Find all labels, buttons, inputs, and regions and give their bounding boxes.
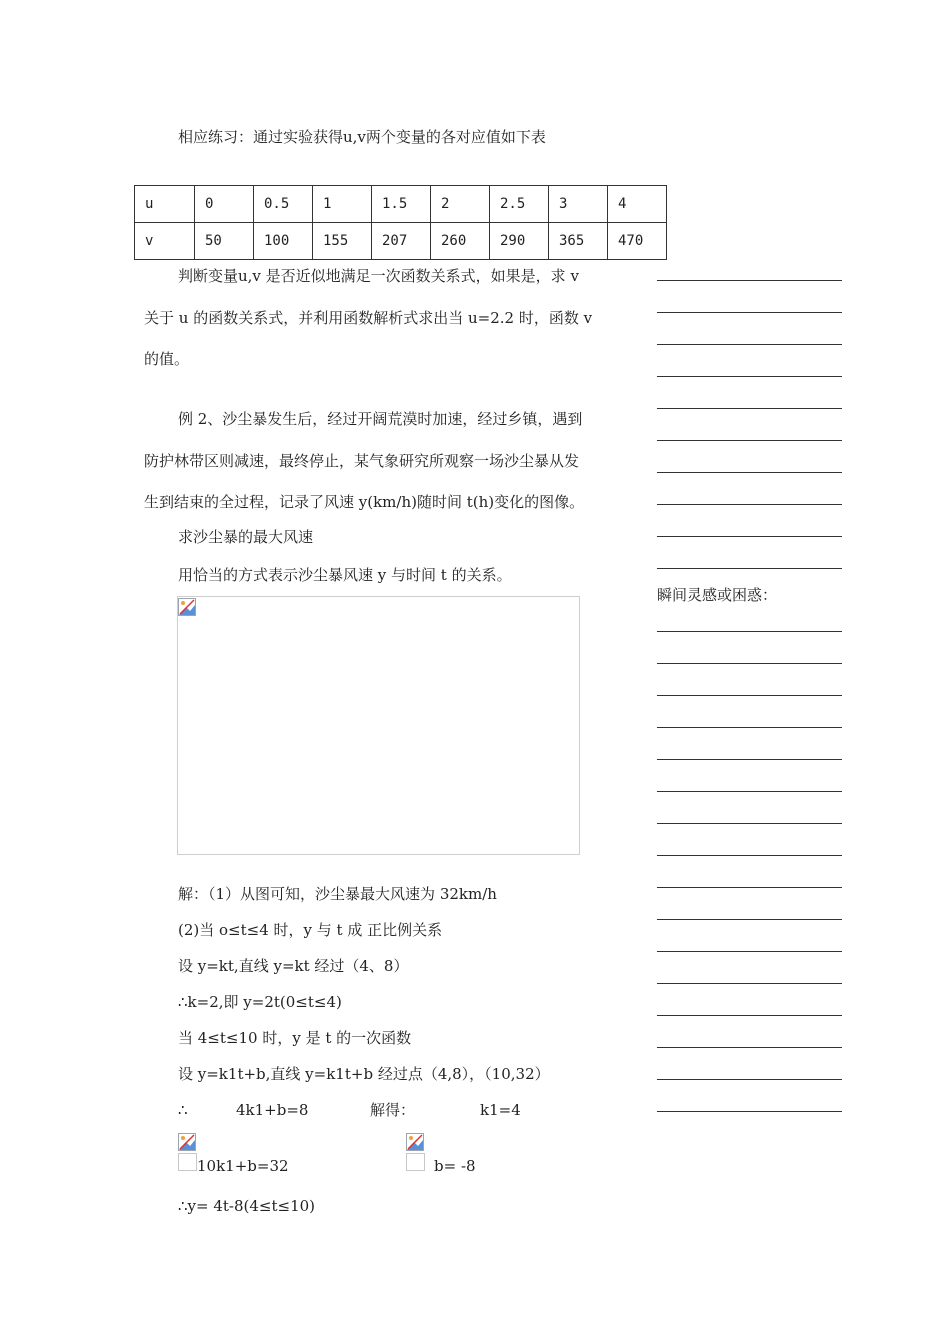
table-cell: 1.5 — [372, 186, 431, 223]
table-cell: 470 — [608, 223, 667, 260]
table-cell: 2 — [431, 186, 490, 223]
solution-step6: 设 y=k1t+b,直线 y=k1t+b 经过点（4,8），（10,32） — [178, 1065, 550, 1083]
table-cell: v — [135, 223, 195, 260]
broken-image-icon — [178, 598, 196, 616]
note-line — [657, 280, 842, 281]
note-line — [657, 1079, 842, 1080]
uv-table — [134, 185, 667, 260]
brace-image-placeholder — [178, 1153, 197, 1171]
note-line — [657, 759, 842, 760]
practice-intro: 相应练习：通过实验获得u,v两个变量的各对应值如下表 — [178, 128, 546, 146]
result-1: k1=4 — [480, 1101, 521, 1119]
note-line — [657, 344, 842, 345]
therefore-symbol: ∴ — [178, 1101, 188, 1119]
note-line — [657, 727, 842, 728]
solution-step5: 当 4≤t≤10 时，y 是 t 的一次函数 — [178, 1029, 412, 1047]
table-cell: 0.5 — [254, 186, 313, 223]
result-2: b= -8 — [434, 1157, 476, 1175]
solution-step4: ∴k=2,即 y=2t(0≤t≤4) — [178, 993, 342, 1011]
note-line — [657, 887, 842, 888]
table-cell: 155 — [313, 223, 372, 260]
example2-line3: 生到结束的全过程，记录了风速 y(km/h)随时间 t(h)变化的图像。 — [144, 493, 585, 511]
note-line — [657, 951, 842, 952]
equation-1: 4k1+b=8 — [236, 1101, 309, 1119]
table-cell: 100 — [254, 223, 313, 260]
example2-line1: 例 2、沙尘暴发生后，经过开阔荒漠时加速，经过乡镇，遇到 — [178, 410, 583, 428]
example2-question1: 求沙尘暴的最大风速 — [178, 528, 314, 546]
table-cell: 3 — [549, 186, 608, 223]
equation-2: 10k1+b=32 — [197, 1157, 289, 1175]
note-line — [657, 568, 842, 569]
broken-image-icon — [178, 1133, 196, 1151]
note-line — [657, 1047, 842, 1048]
solve-label: 解得： — [370, 1101, 416, 1119]
note-line — [657, 791, 842, 792]
practice-question-line3: 的值。 — [144, 350, 190, 368]
note-line — [657, 855, 842, 856]
table-row — [135, 223, 667, 260]
graph-image-placeholder — [177, 596, 580, 855]
solution-step2: (2)当 o≤t≤4 时，y 与 t 成 正比例关系 — [178, 921, 443, 939]
table-cell: 207 — [372, 223, 431, 260]
note-line — [657, 919, 842, 920]
final-answer: ∴y= 4t-8(4≤t≤10) — [178, 1197, 316, 1215]
example2-line2: 防护林带区则减速，最终停止，某气象研究所观察一场沙尘暴从发 — [144, 452, 580, 470]
table-cell: 50 — [195, 223, 254, 260]
note-line — [657, 695, 842, 696]
note-line — [657, 408, 842, 409]
table-row — [135, 186, 667, 223]
note-line — [657, 663, 842, 664]
note-line — [657, 1111, 842, 1112]
table-cell: 290 — [490, 223, 549, 260]
note-line — [657, 631, 842, 632]
practice-question-line1: 判断变量u,v 是否近似地满足一次函数关系式，如果是，求 v — [178, 267, 579, 285]
note-line — [657, 983, 842, 984]
table-cell: 2.5 — [490, 186, 549, 223]
note-line — [657, 1015, 842, 1016]
table-cell: 365 — [549, 223, 608, 260]
table-cell: 1 — [313, 186, 372, 223]
note-line — [657, 376, 842, 377]
solution-step1: 解：（1）从图可知，沙尘暴最大风速为 32km/h — [178, 885, 497, 903]
brace-image-placeholder — [406, 1153, 425, 1171]
note-line — [657, 440, 842, 441]
practice-question-line2: 关于 u 的函数关系式，并利用函数解析式求出当 u=2.2 时，函数 v — [144, 309, 593, 327]
note-line — [657, 312, 842, 313]
sidebar-label: 瞬间灵感或困惑： — [657, 586, 778, 604]
example2-question2: 用恰当的方式表示沙尘暴风速 y 与时间 t 的关系。 — [178, 566, 512, 584]
table-cell: 0 — [195, 186, 254, 223]
solution-step3: 设 y=kt,直线 y=kt 经过（4、8） — [178, 957, 409, 975]
note-line — [657, 504, 842, 505]
broken-image-icon — [406, 1133, 424, 1151]
table-cell: 4 — [608, 186, 667, 223]
note-line — [657, 536, 842, 537]
note-line — [657, 472, 842, 473]
note-line — [657, 823, 842, 824]
table-cell: 260 — [431, 223, 490, 260]
table-cell: u — [135, 186, 195, 223]
